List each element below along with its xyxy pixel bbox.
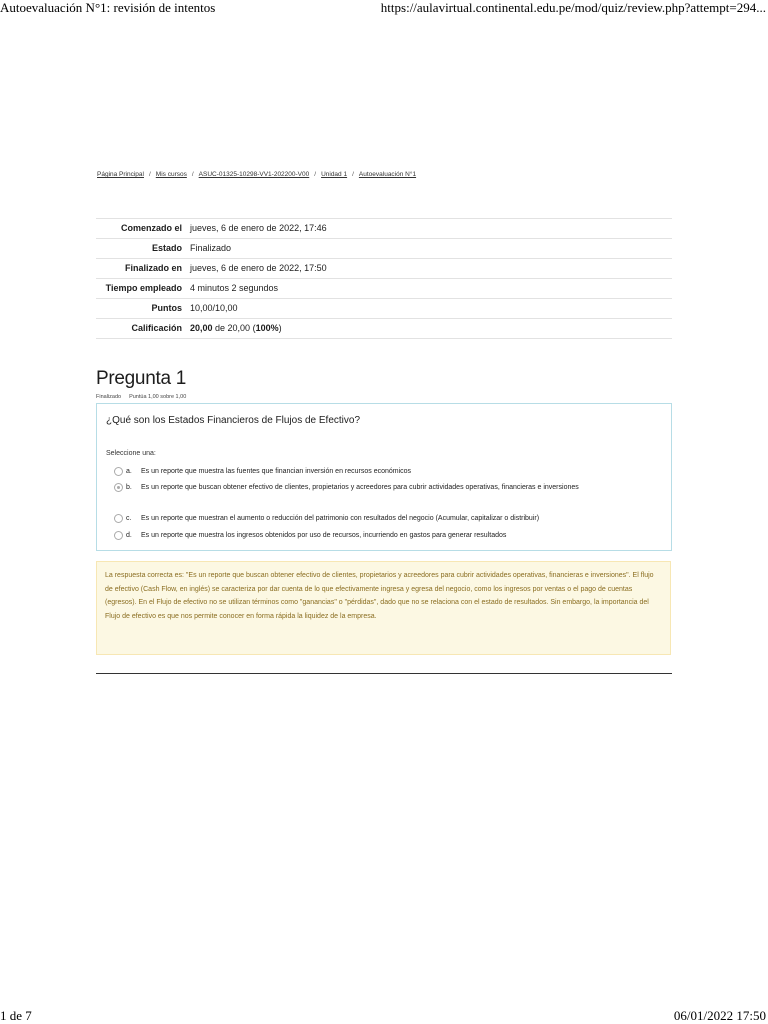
answer-text: Es un reporte que muestra los ingresos obtenidos por uso de recursos, incurriendo en gastos para generar resultados (141, 532, 507, 539)
grade-percent: 100% (255, 323, 279, 333)
summary-value: 4 minutos 2 segundos (190, 283, 279, 293)
grade-end: ) (278, 323, 282, 333)
print-page-title: Autoevaluación N°1: revisión de intentos (0, 0, 216, 15)
summary-row-completed (96, 259, 672, 279)
summary-label: Estado (151, 243, 182, 253)
answer-option-d (114, 528, 654, 543)
print-page-number: 1 de 7 (0, 1008, 32, 1023)
print-datetime: 06/01/2022 17:50 (673, 1008, 766, 1023)
answer-option-a (114, 464, 654, 479)
summary-row-state (96, 239, 672, 259)
breadcrumb-unit[interactable]: Unidad 1 (321, 171, 348, 178)
summary-label: Puntos (151, 303, 182, 313)
summary-value (186, 319, 672, 339)
question-points: Puntúa 1,00 sobre 1,00 (129, 394, 187, 400)
answer-text: Es un reporte que muestra las fuentes que financian inversión en recursos económicos (141, 468, 412, 475)
answer-letter: c. (126, 515, 132, 522)
summary-row-marks (96, 299, 672, 319)
summary-label: Tiempo empleado (105, 283, 182, 293)
answer-radio[interactable] (114, 514, 123, 523)
grade-middle: de 20,00 ( (212, 323, 256, 333)
question-prompt: Seleccione una: (106, 450, 156, 457)
breadcrumb-separator: / (148, 171, 151, 178)
summary-value: jueves, 6 de enero de 2022, 17:46 (190, 223, 327, 233)
summary-label: Calificación (131, 323, 182, 333)
answer-radio[interactable] (114, 467, 123, 476)
breadcrumb-my-courses[interactable]: Mis cursos (155, 171, 187, 178)
summary-row-time-taken (96, 279, 672, 299)
summary-value: 10,00/10,00 (190, 303, 238, 313)
answer-option-c (114, 511, 654, 526)
breadcrumb (97, 171, 416, 178)
breadcrumb-separator: / (191, 171, 194, 178)
answer-letter: b. (126, 484, 132, 491)
question-title: Pregunta 1 (96, 368, 186, 389)
answer-letter: d. (126, 532, 132, 539)
grade-score: 20,00 (190, 323, 213, 333)
answer-letter: a. (126, 468, 132, 475)
answer-radio-selected[interactable] (114, 483, 123, 492)
answer-radio[interactable] (114, 531, 123, 540)
question-text: ¿Qué son los Estados Financieros de Flujos de Efectivo? (106, 415, 361, 426)
answer-text: Es un reporte que muestran el aumento o reducción del patrimonio con resultados del negocio (Acumular, capitalizar o distribuir) (141, 515, 540, 522)
question-meta (96, 394, 186, 400)
attempt-summary-table (96, 218, 672, 339)
breadcrumb-separator: / (314, 171, 317, 178)
breadcrumb-quiz[interactable]: Autoevaluación N°1 (358, 171, 417, 178)
divider (96, 673, 672, 674)
summary-row-grade (96, 319, 672, 339)
summary-value: Finalizado (190, 243, 232, 253)
question-status: Finalizado (96, 394, 122, 400)
breadcrumb-course[interactable]: ASUC-01325-10298-VV1-202200-V00 (198, 171, 310, 178)
summary-label: Finalizado en (124, 263, 182, 273)
summary-row-started (96, 219, 672, 239)
summary-value: jueves, 6 de enero de 2022, 17:50 (190, 263, 327, 273)
summary-label: Comenzado el (120, 223, 182, 233)
question-box (96, 403, 672, 551)
answer-option-b (114, 480, 654, 495)
question-feedback: La respuesta correcta es: "Es un reporte que buscan obtener efectivo de clientes, propietarios y acreedores para cubrir actividades operativas, financieras e inversiones". El flujo de efectivo (Cash Flow, en inglés) se caracteriza por dar cuenta de lo que efectivamente ingresa y egresa del negocio, como los ingresos por ventas o el pago de cuentas (egresos). En el Flujo de efectivo no se utilizan términos como "ganancias" o "pérdidas", dado que no se relaciona con el estado de resultados. Sin embargo, la importancia del Flujo de efectivo es que nos permite conocer en forma rápida la liquidez de la empresa. (96, 561, 671, 655)
print-page-url: https://aulavirtual.continental.edu.pe/mod/quiz/review.php?attempt=294... (380, 0, 766, 15)
answer-text: Es un reporte que buscan obtener efectivo de clientes, propietarios y acreedores para cubrir actividades operativas, financieras e inversiones (141, 484, 579, 491)
breadcrumb-home[interactable]: Página Principal (97, 171, 144, 178)
breadcrumb-separator: / (352, 171, 354, 178)
